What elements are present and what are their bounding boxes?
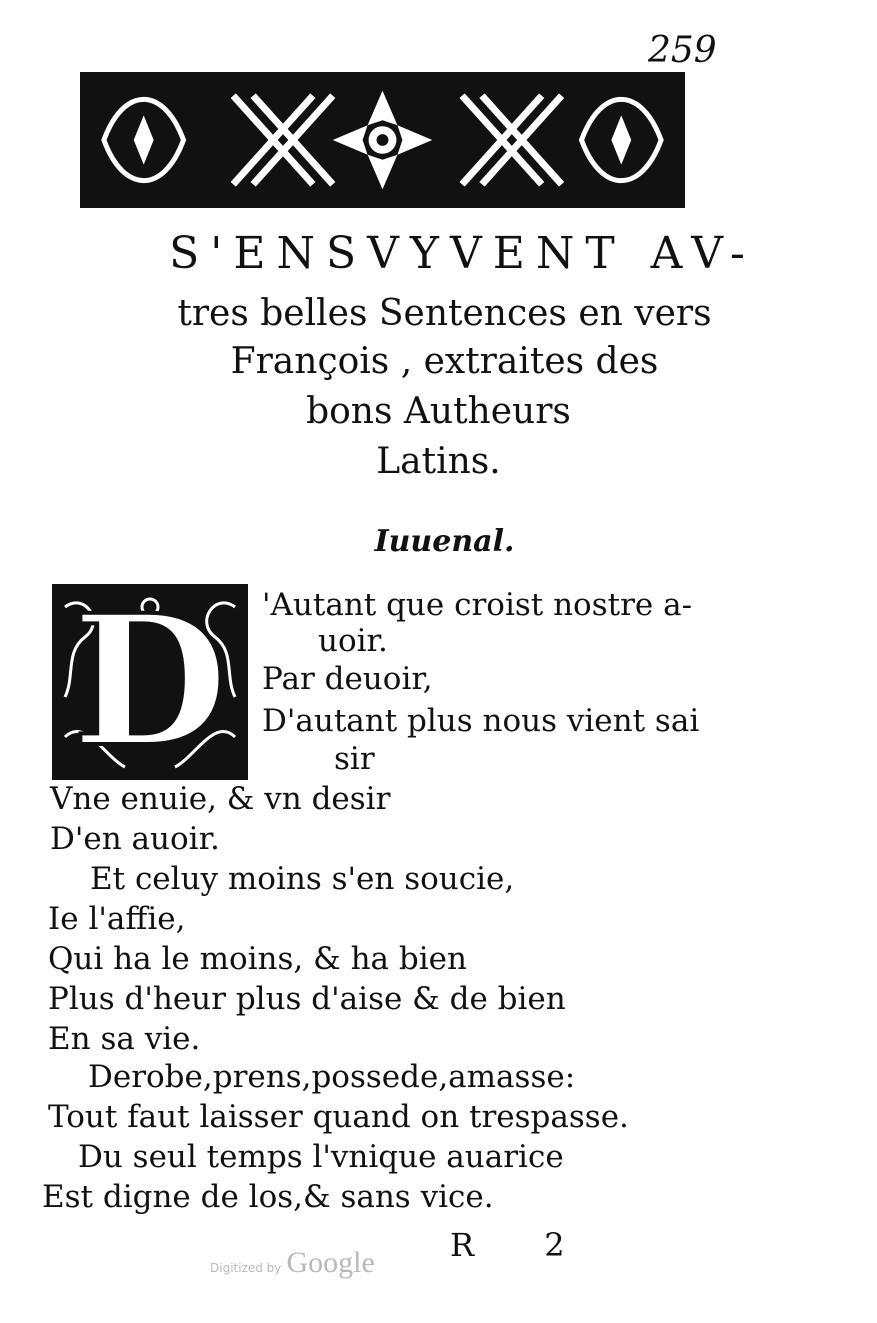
verse-line: D'en auoir. [50,821,220,857]
initial-letter: D [71,576,229,787]
verse-line: uoir. [318,623,388,659]
verse-line: Du seul temps l'vnique auarice [78,1139,564,1175]
verse-line: sir [334,741,375,777]
title-line-4: bons Autheurs [306,391,571,432]
verse-line: Derobe,prens,possede,amasse: [88,1059,576,1095]
watermark-prefix: Digitized by [210,1261,282,1275]
verse-line: Qui ha le moins, & ha bien [48,941,467,977]
verse-line: D'autant plus nous vient sai [262,703,700,739]
author-heading: Iuuenal. [374,524,515,559]
verse-line: Ie l'affie, [48,901,186,937]
verse-line: Tout faut laisser quand on trespasse. [48,1099,629,1135]
ornamental-headpiece [80,72,685,208]
decorated-initial [52,576,248,787]
verse-line: Plus d'heur plus d'aise & de bien [48,981,566,1017]
title-line-5: Latins. [376,441,501,482]
digitized-watermark [210,1246,375,1280]
verse-line: Vne enuie, & vn desir [50,781,391,817]
verse-line: En sa vie. [48,1021,201,1057]
title-line-1: S'ENSVYVENT AV- [169,228,756,279]
title-line-2: tres belles Sentences en vers [177,293,712,334]
verse-line: Par deuoir, [262,661,433,697]
title-line-3: François , extraites des [230,341,659,382]
verse-line: 'Autant que croist nostre a- [262,587,693,623]
page-number: 259 [648,30,717,71]
verse-line: Et celuy moins s'en soucie, [90,861,515,897]
verse-line: Est digne de los,& sans vice. [42,1179,494,1215]
google-logo: Google [286,1246,375,1279]
catchword: R 2 [450,1226,595,1264]
